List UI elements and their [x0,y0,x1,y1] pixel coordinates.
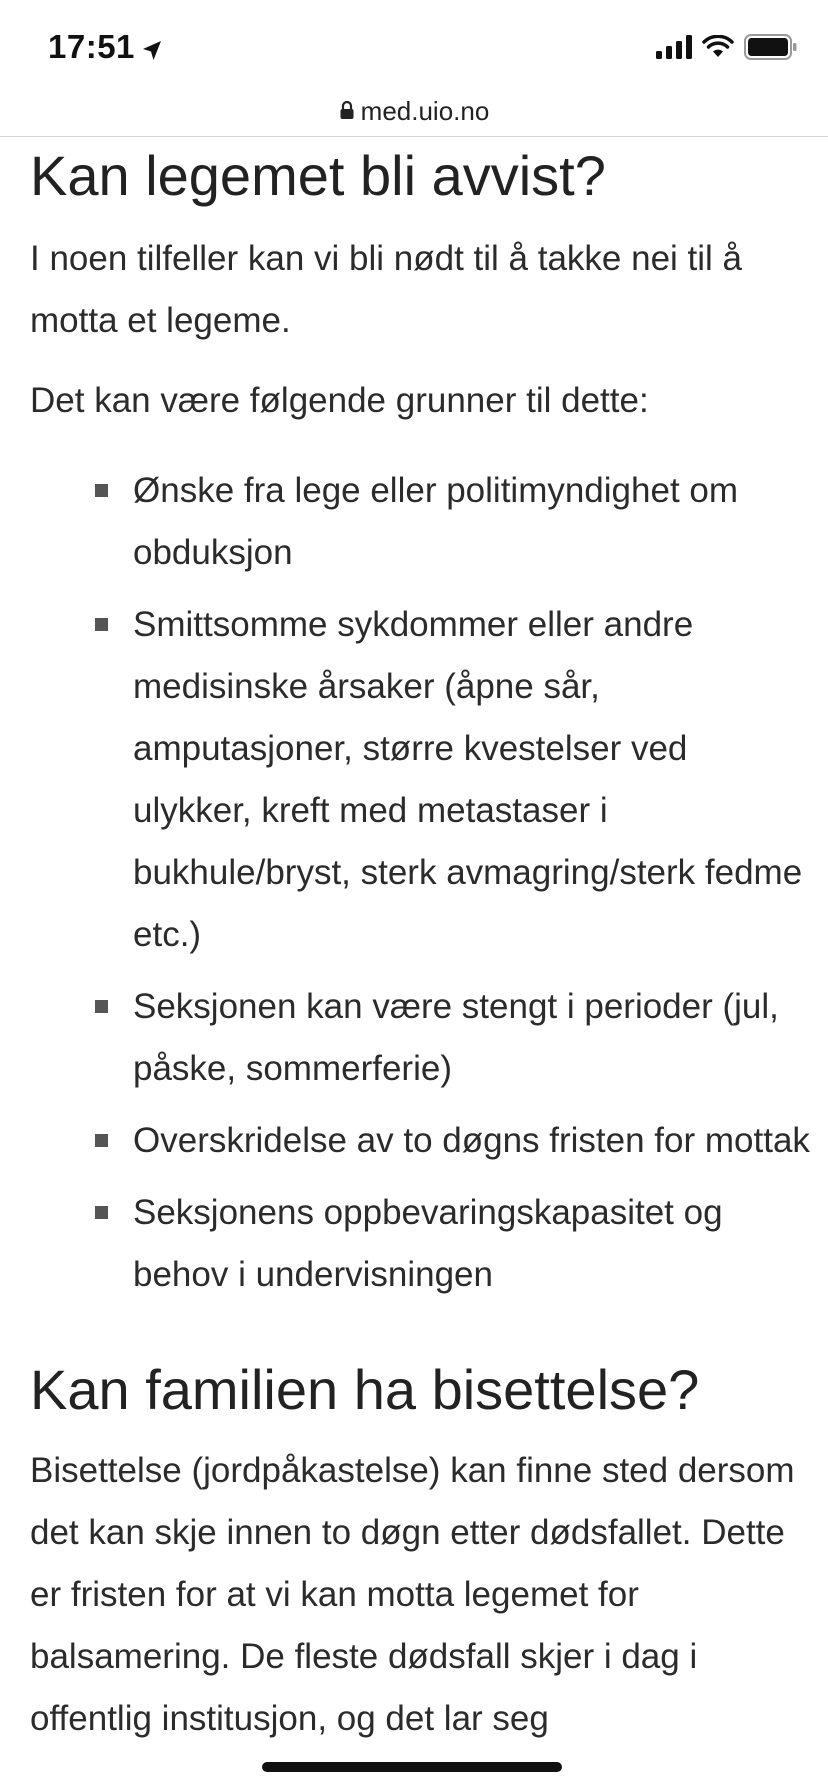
paragraph-funeral: Bisettelse (jordpåkastelse) kan finne sted dersom det kan skje innen to døgn etter dødsfallet. Dette er fristen for at vi kan motta legemet for balsamering. De fleste dødsfall skjer i dag i offentlig institusjon, og det lar seg [30,1451,795,1738]
list-item [133,594,810,966]
square-bullet-icon [95,1206,108,1219]
list-item [133,1110,810,1172]
list-item [133,1182,810,1306]
home-indicator[interactable] [262,1762,562,1772]
paragraph-reasons-intro: Det kan være følgende grunner til dette: [30,381,649,420]
cellular-signal-icon [656,35,692,64]
list-item-text: Smittsomme sykdommer eller andre medisinske årsaker (åpne sår, amputasjoner, større kvestelser ved ulykker, kreft med metastaser i bukhule/bryst, sterk avmagring/sterk fedme etc.) [133,605,803,954]
list-item-text: Seksjonens oppbevaringskapasitet og behov i undervisningen [133,1193,723,1294]
section-heading-rejection: Kan legemet bli avvist? [30,144,606,207]
status-indicators [656,34,798,65]
lock-icon [339,96,355,127]
url-bar[interactable] [0,86,828,136]
list-item [133,976,810,1100]
list-item-text: Ønske fra lege eller politimyndighet om obduksjon [133,471,739,572]
location-arrow-icon [139,34,165,60]
list-item-text: Overskridelse av to døgns fristen for mottak [133,1121,810,1160]
paragraph-intro: I noen tilfeller kan vi bli nødt til å takke nei til å motta et legeme. [30,239,743,340]
battery-icon [744,34,798,65]
url-text[interactable]: med.uio.no [360,95,490,126]
reasons-list [30,460,810,1306]
url-divider [0,136,828,137]
list-item-text: Seksjonen kan være stengt i perioder (jul, påske, sommerferie) [133,987,779,1088]
status-bar [0,0,828,96]
status-time [48,28,165,66]
article-content [30,138,810,1750]
wifi-icon [702,35,734,64]
square-bullet-icon [95,484,108,497]
square-bullet-icon [95,618,108,631]
section-heading-funeral: Kan familien ha bisettelse? [30,1358,700,1421]
status-time-text: 17:51 [48,28,135,65]
square-bullet-icon [95,1000,108,1013]
square-bullet-icon [95,1134,108,1147]
list-item [133,460,810,584]
